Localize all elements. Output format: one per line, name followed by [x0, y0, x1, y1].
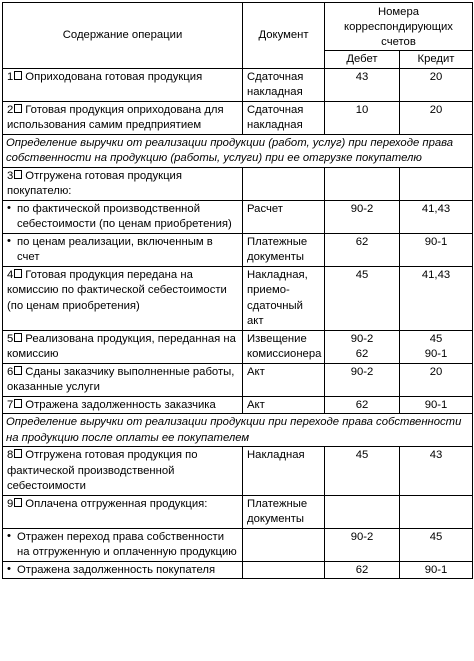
operation-text: Сданы заказчику выполненные работы, оказанные услуги — [7, 365, 235, 393]
bullet-item — [3, 233, 243, 266]
document-cell — [243, 561, 325, 579]
credit-cell: 20 — [400, 101, 473, 134]
credit-cell — [400, 495, 473, 528]
operation-text: Отражена задолженность заказчика — [25, 398, 216, 411]
accounting-entries-table — [2, 2, 473, 579]
debit-cell: 90-2 — [325, 363, 400, 396]
header-debit: Дебет — [325, 51, 400, 69]
operation-number: 2 — [7, 103, 14, 116]
credit-cell: 90-1 — [400, 233, 473, 266]
operation-cell — [3, 330, 243, 363]
checkbox-square-icon — [14, 71, 22, 80]
operation-number: 3 — [7, 169, 14, 182]
operation-number: 7 — [7, 398, 14, 411]
operation-text: Отгружена готовая продукция покупателю: — [7, 169, 182, 197]
operation-number: 5 — [7, 332, 14, 345]
table-row — [3, 495, 473, 528]
debit-cell — [325, 495, 400, 528]
operation-text: по ценам реализации, включенным в счет — [17, 235, 213, 263]
table-row — [3, 528, 473, 561]
header-accounts: Номера корреспондирующих счетов — [325, 3, 473, 51]
document-cell: Сдаточная накладная — [243, 68, 325, 101]
document-cell — [243, 167, 325, 200]
header-credit: Кредит — [400, 51, 473, 69]
credit-cell: 43 — [400, 447, 473, 496]
table-row — [3, 561, 473, 579]
operation-number: 9 — [7, 497, 14, 510]
table-row — [3, 200, 473, 233]
operation-text: Готовая продукция оприходована для использования самим предприятием — [7, 103, 224, 131]
checkbox-square-icon — [14, 498, 22, 507]
operation-number: 1 — [7, 70, 14, 83]
bullet-item — [3, 200, 243, 233]
section-title: Определение выручки от реализации продукции (работ, услуг) при переходе права собственности на продукцию (работы, услуги) при ее отгрузке покупателю — [3, 134, 473, 167]
document-cell: Сдаточная накладная — [243, 101, 325, 134]
debit-cell — [325, 167, 400, 200]
checkbox-square-icon — [14, 333, 22, 342]
document-cell: Платежные документы — [243, 495, 325, 528]
table-row — [3, 266, 473, 330]
credit-cell: 20 — [400, 68, 473, 101]
credit-cell: 41,43 — [400, 266, 473, 330]
operation-text: Отгружена готовая продукция по фактической производственной себестоимости — [7, 449, 198, 492]
debit-cell: 62 — [325, 396, 400, 414]
document-cell: Накладная — [243, 447, 325, 496]
debit-cell: 10 — [325, 101, 400, 134]
section-row — [3, 134, 473, 167]
operation-cell — [3, 495, 243, 528]
table-row — [3, 233, 473, 266]
operation-cell — [3, 101, 243, 134]
operation-cell — [3, 68, 243, 101]
operation-cell — [3, 396, 243, 414]
document-cell: Платежные документы — [243, 233, 325, 266]
document-cell: Акт — [243, 363, 325, 396]
operation-cell — [3, 266, 243, 330]
operation-cell — [3, 447, 243, 496]
table-row — [3, 101, 473, 134]
document-cell: Акт — [243, 396, 325, 414]
operation-number: 6 — [7, 365, 14, 378]
table-row — [3, 396, 473, 414]
operation-text: Оплачена отгруженная продукция: — [25, 497, 208, 510]
operation-cell — [3, 167, 243, 200]
operation-text: Отражена задолженность покупателя — [17, 563, 216, 576]
table-row — [3, 447, 473, 496]
operation-text: Готовая продукция передана на комиссию по фактической себестоимости (по ценам приобретения) — [7, 268, 227, 312]
table-row — [3, 330, 473, 363]
table-row — [3, 167, 473, 200]
checkbox-square-icon — [14, 366, 22, 375]
operation-number: 8 — [7, 449, 14, 461]
header-document: Документ — [243, 3, 325, 69]
checkbox-square-icon — [14, 104, 22, 113]
table-row — [3, 363, 473, 396]
section-row — [3, 414, 473, 447]
operation-text: по фактической производственной себестоимости (по ценам приобретения) — [17, 202, 232, 230]
document-cell: Извещение комиссионера — [243, 330, 325, 363]
credit-cell: 45 — [400, 528, 473, 561]
document-cell: Накладная, приемо-сдаточный акт — [243, 266, 325, 330]
credit-cell: 90-1 — [400, 561, 473, 579]
operation-text: Оприходована готовая продукция — [25, 70, 203, 83]
debit-cell: 45 — [325, 266, 400, 330]
debit-cell: 90-2 — [325, 200, 400, 233]
debit-cell: 43 — [325, 68, 400, 101]
table-body — [3, 68, 473, 579]
operation-text: Реализована продукция, переданная на комиссию — [7, 332, 236, 360]
checkbox-square-icon — [14, 269, 22, 278]
checkbox-square-icon — [14, 399, 22, 408]
operation-number: 4 — [7, 268, 14, 281]
operation-cell — [3, 363, 243, 396]
operation-text: Отражен переход права собственности на отгруженную и оплаченную продукцию — [17, 530, 237, 558]
debit-cell: 45 — [325, 447, 400, 496]
section-title: Определение выручки от реализации продукции при переходе права собственности на продукцию после оплаты ее покупателем — [3, 414, 473, 447]
table-row — [3, 68, 473, 101]
bullet-item — [3, 528, 243, 561]
debit-cell: 62 — [325, 561, 400, 579]
header-content: Содержание операции — [3, 3, 243, 69]
credit-cell — [400, 167, 473, 200]
document-cell — [243, 528, 325, 561]
credit-cell: 20 — [400, 363, 473, 396]
checkbox-square-icon — [14, 449, 22, 458]
bullet-item — [3, 561, 243, 579]
document-cell: Расчет — [243, 200, 325, 233]
credit-cell: 41,43 — [400, 200, 473, 233]
credit-cell: 45 90-1 — [400, 330, 473, 363]
debit-cell: 90-2 — [325, 528, 400, 561]
credit-cell: 90-1 — [400, 396, 473, 414]
checkbox-square-icon — [14, 170, 22, 179]
debit-cell: 62 — [325, 233, 400, 266]
debit-cell: 90-2 62 — [325, 330, 400, 363]
